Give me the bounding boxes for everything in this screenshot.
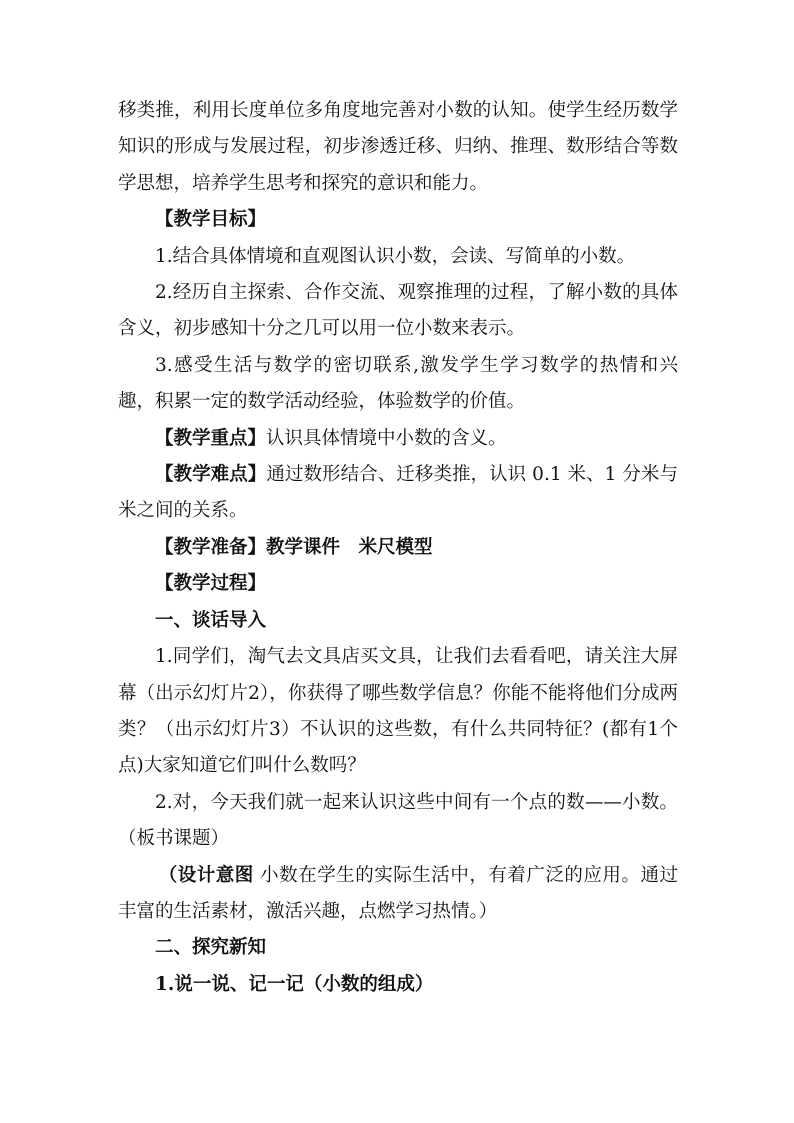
section1-paragraph-1: 1.同学们，淘气去文具店买文具，让我们去看看吧，请关注大屏幕（出示幻灯片2），你获得了哪些数学信息？你能不能将他们分成两类？（出示幻灯片3）不认识的这些数，有什么共同特征？(都有1个点)大家知道它们叫什么数吗？ <box>118 646 678 777</box>
section1-title: 一、谈话导入 <box>155 609 267 631</box>
objective-item-2: 2.经历自主探索、合作交流、观察推理的过程，了解小数的具体含义，初步感知十分之几可以用一位小数来表示。 <box>118 282 678 340</box>
objective-item-3: 3.感受生活与数学的密切联系,激发学生学习数学的热情和兴趣，积累一定的数学活动经验，体验数学的价值。 <box>118 354 678 413</box>
preparation-paragraph <box>118 530 678 566</box>
design-intent-text: 小数在学生的实际生活中，有着广泛的应用。通过丰富的生活素材，激活兴趣，点燃学习热情。） <box>118 864 678 922</box>
design-intent-paragraph <box>118 858 678 931</box>
key-point-text: 认识具体情境中小数的含义。 <box>266 427 507 449</box>
intro-paragraph: 移类推，利用长度单位多角度地完善对小数的认知。使学生经历数学知识的形成与发展过程，初步渗透迁移、归纳、推理、数形结合等数学思想，培养学生思考和探究的意识和能力。 <box>118 100 678 194</box>
difficulty-text: 通过数形结合、迁移类推，认识 0.1 米、1 分米与米之间的关系。 <box>118 464 678 522</box>
preparation-label: 【教学准备】 <box>155 536 267 558</box>
objectives-heading: 【教学目标】 <box>155 209 267 231</box>
preparation-text: 教学课件 米尺模型 <box>266 536 433 558</box>
objective-item-1: 1.结合具体情境和直观图认识小数，会读、写简单的小数。 <box>155 245 636 267</box>
section2-title: 二、探究新知 <box>155 937 267 959</box>
process-heading: 【教学过程】 <box>155 573 267 595</box>
difficulty-paragraph <box>118 457 678 530</box>
key-point-paragraph <box>118 421 678 457</box>
difficulty-label: 【教学难点】 <box>155 464 267 486</box>
design-intent-label: （设计意图 <box>158 864 254 886</box>
section2-subheading: 1.说一说、记一记（小数的组成） <box>155 973 434 995</box>
document-content <box>118 93 678 1003</box>
key-point-label: 【教学重点】 <box>155 427 267 449</box>
section1-paragraph-2: 2.对，今天我们就一起来认识这些中间有一个点的数——小数。（板书课题） <box>118 791 678 850</box>
